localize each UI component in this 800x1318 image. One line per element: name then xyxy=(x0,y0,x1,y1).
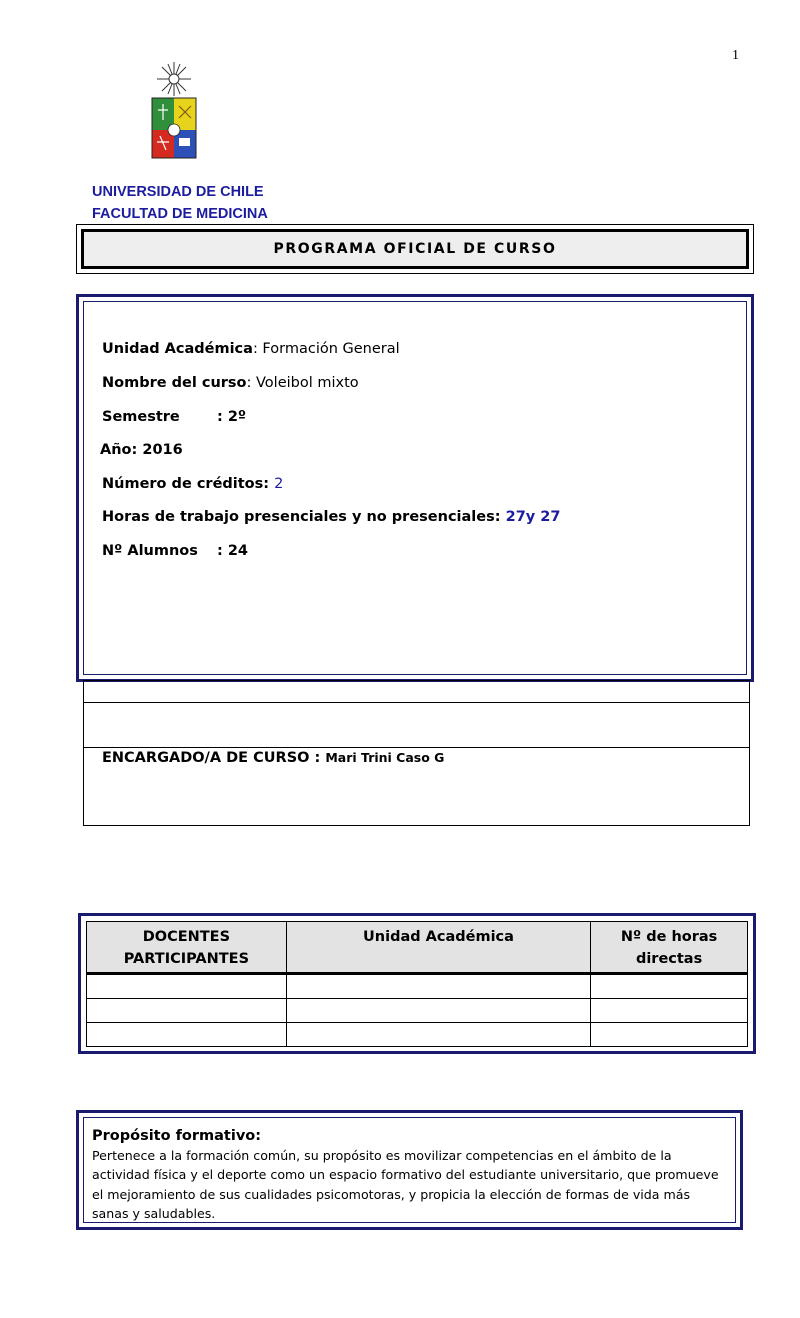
table-cell xyxy=(591,974,748,998)
proposito-text: Pertenece a la formación común, su propósito es movilizar competencias en el ámbito de la actividad física y el deporte como un espacio formativo del estudiante universitario, que promueve el mejoramiento de sus cualidades psicomotoras, y propicia la elección de formas de vida más sanas y saludables. xyxy=(92,1148,719,1222)
unidad-value: : Formación General xyxy=(252,341,400,357)
page-number: 1 xyxy=(732,48,739,63)
table-header-row xyxy=(87,922,748,974)
title-box xyxy=(76,224,754,274)
semestre-value: : 2º xyxy=(217,409,247,425)
nombre-label: Nombre del curso xyxy=(102,375,247,391)
creditos-colon: : xyxy=(263,476,275,492)
alumnos-value: : 24 xyxy=(217,543,249,559)
grid-divider xyxy=(84,747,749,748)
creditos-row xyxy=(102,476,283,492)
table-cell xyxy=(87,998,287,1022)
page-title: PROGRAMA OFICIAL DE CURSO xyxy=(81,229,749,269)
table-row xyxy=(87,1022,748,1046)
unidad-row xyxy=(102,341,400,357)
alumnos-label: Nº Alumnos xyxy=(102,543,198,559)
nombre-row xyxy=(102,375,359,391)
encargado-name: Mari Trini Caso G xyxy=(325,750,445,765)
alumnos-row xyxy=(102,543,248,559)
encargado-label: ENCARGADO/A DE CURSO : xyxy=(102,750,326,766)
docentes-table xyxy=(86,921,748,1047)
unidad-label: Unidad Académica xyxy=(102,341,253,357)
docentes-frame xyxy=(78,913,756,1054)
encargado-row xyxy=(102,750,444,766)
column-header-docentes: DOCENTES PARTICIPANTES xyxy=(87,922,287,974)
table-cell xyxy=(286,998,590,1022)
table-cell xyxy=(286,974,590,998)
table-row xyxy=(87,974,748,998)
table-row xyxy=(87,998,748,1022)
nombre-value: : Voleibol mixto xyxy=(246,375,359,391)
table-cell xyxy=(87,1022,287,1046)
proposito-title: Propósito formativo: xyxy=(92,1128,262,1144)
university-name: UNIVERSIDAD DE CHILE xyxy=(92,184,264,200)
table-cell xyxy=(87,974,287,998)
semestre-label: Semestre xyxy=(102,409,180,425)
anio-label: Año xyxy=(100,442,132,458)
creditos-label: Número de créditos xyxy=(102,476,264,492)
horas-value: 27y 27 xyxy=(505,509,561,525)
grid-divider xyxy=(84,702,749,703)
faculty-name: FACULTAD DE MEDICINA xyxy=(92,206,268,222)
institution-header xyxy=(92,181,268,225)
anio-value: : 2016 xyxy=(131,442,183,458)
anio-row xyxy=(100,442,183,458)
horas-row xyxy=(102,509,560,525)
proposito-frame xyxy=(76,1110,743,1230)
university-crest-icon xyxy=(148,60,200,162)
table-cell xyxy=(286,1022,590,1046)
column-header-unidad: Unidad Académica xyxy=(286,922,590,974)
table-cell xyxy=(591,998,748,1022)
table-cell xyxy=(591,1022,748,1046)
horas-colon: : xyxy=(494,509,506,525)
proposito-box xyxy=(83,1117,736,1223)
horas-label: Horas de trabajo presenciales y no presenciales xyxy=(102,509,495,525)
creditos-value: 2 xyxy=(274,476,284,492)
column-header-horas: Nº de horas directas xyxy=(591,922,748,974)
semestre-row xyxy=(102,409,246,425)
